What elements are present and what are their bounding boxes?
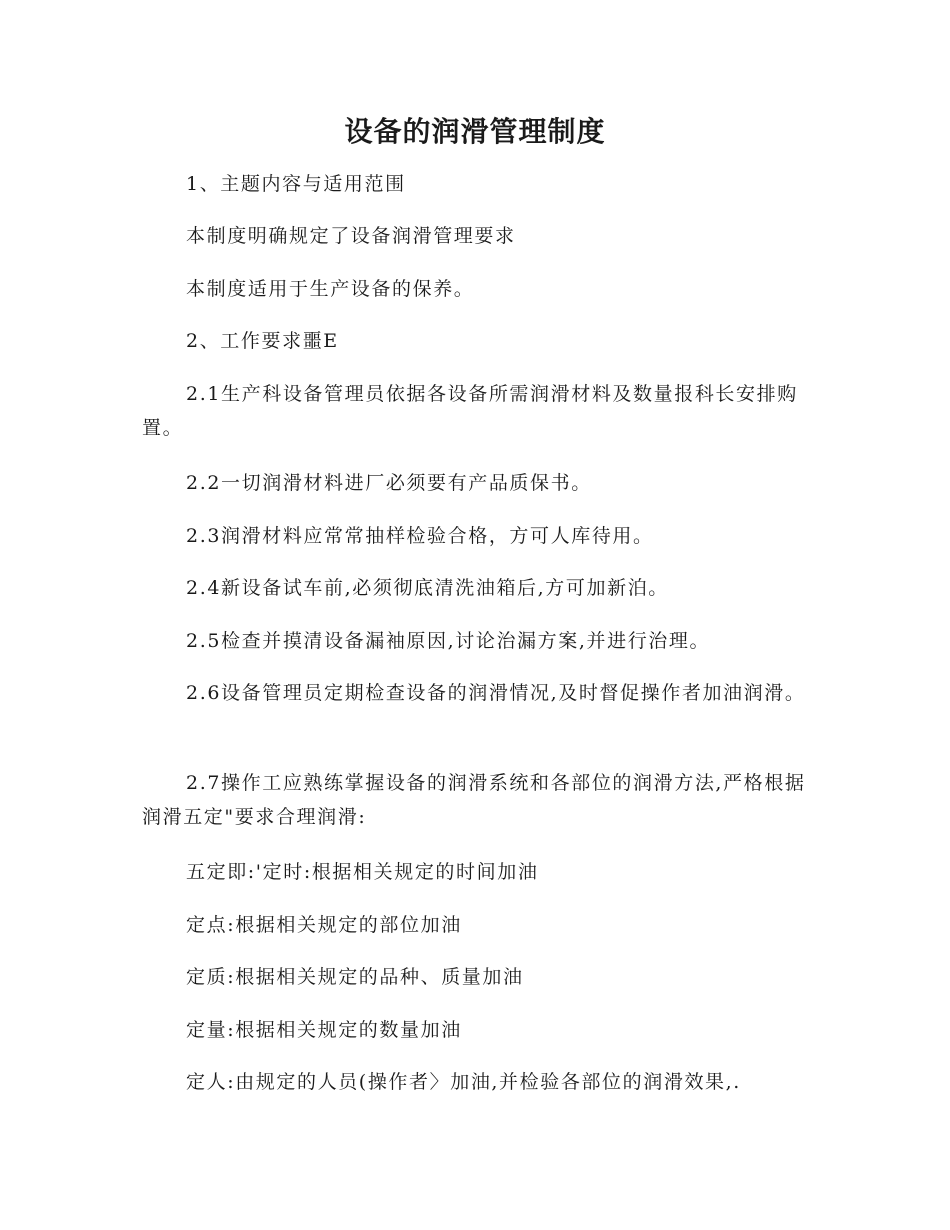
- paragraph-item-2-3: 2.3润滑材料应常常抽样检验合格，方可人库待用。: [186, 525, 654, 547]
- paragraph-five-rules-quantity: 定量:根据相关规定的数量加油: [186, 1019, 462, 1041]
- paragraph-section-1-heading: 1、主题内容与适用范围: [186, 173, 406, 195]
- paragraph-scope-requirement: 本制度明确规定了设备润滑管理要求: [186, 225, 516, 247]
- paragraph-item-2-1: 2.1生产科设备管理员依据各设备所需润滑材料及数量报科长安排购置。: [142, 383, 798, 439]
- paragraph-item-2-4: 2.4新设备试车前,必须彻底清洗油箱后,方可加新泊。: [186, 577, 669, 599]
- paragraph-item-2-5: 2.5检查并摸清设备漏袖原因,讨论治漏方案,并进行治理。: [186, 630, 711, 652]
- paragraph-five-rules-person: 定人:由规定的人员(操作者〉加油,并检验各部位的润滑效果,.: [186, 1071, 741, 1093]
- paragraph-item-2-2: 2.2一切润滑材料进厂必须要有产品质保书。: [186, 472, 592, 494]
- paragraph-scope-application: 本制度适用于生产设备的保养。: [186, 278, 475, 300]
- paragraph-five-rules-quality: 定质:根据相关规定的品种、质量加油: [186, 966, 524, 988]
- paragraph-item-2-7: 2.7操作工应熟练掌握设备的润滑系统和各部位的润滑方法,严格根据润滑五定"要求合理润滑:: [142, 772, 806, 828]
- paragraph-five-rules-time: 五定即:'定时:根据相关规定的时间加油: [186, 861, 539, 883]
- paragraph-section-2-heading: 2、工作要求噩E: [186, 330, 339, 352]
- paragraph-five-rules-place: 定点:根据相关规定的部位加油: [186, 914, 462, 936]
- paragraph-item-2-6: 2.6设备管理员定期检查设备的润滑情况,及时督促操作者加油润滑。: [186, 682, 806, 704]
- document-title: 设备的润滑管理制度: [344, 115, 606, 148]
